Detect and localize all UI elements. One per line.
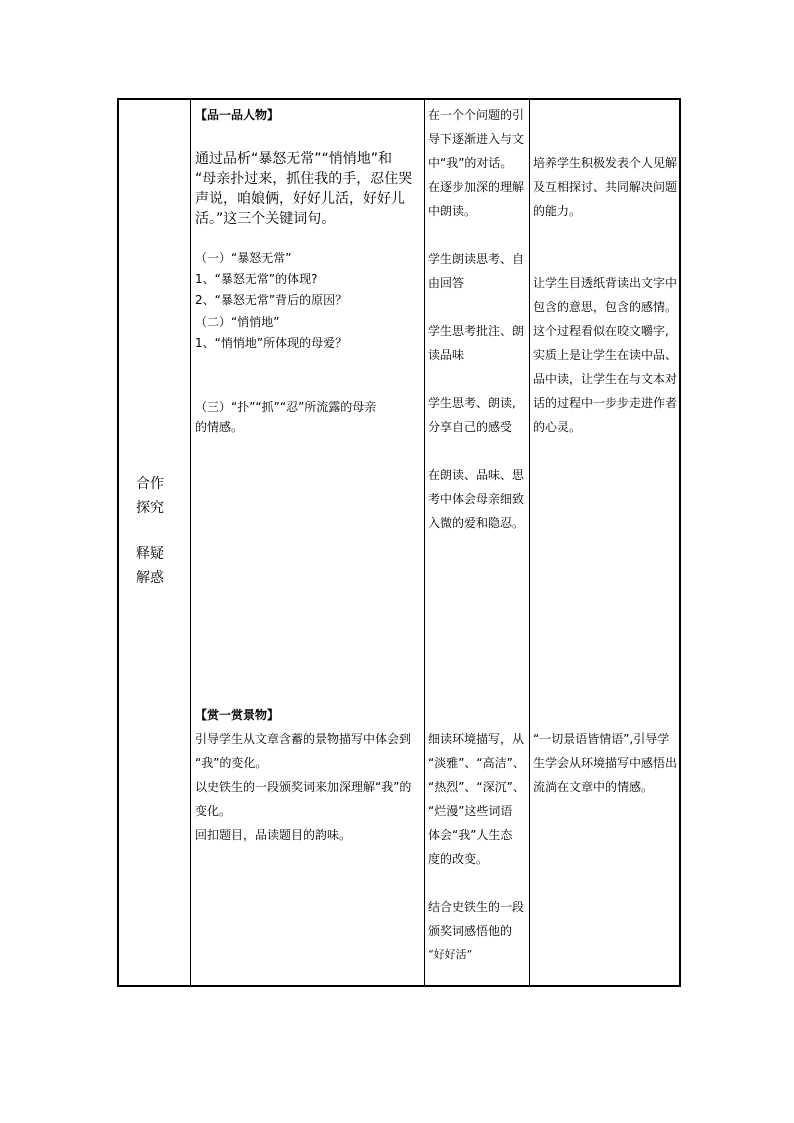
section-intro-line: 活。”这三个关键词句。 [195, 211, 336, 227]
section-intro-line: 声说，咱娘俩，好好儿活，好好儿 [195, 191, 405, 207]
student-activity-line: “淡雅”、“高洁”、 [428, 756, 525, 770]
section-line: 变化。 [195, 804, 232, 818]
question-point: （二）“悄悄地” [195, 315, 280, 329]
section-line: “我”的变化。 [195, 756, 268, 770]
design-intent-line: 话的过程中一步步走进作者 [533, 396, 678, 410]
student-activity-line: 体会“我”人生态 [428, 828, 513, 842]
section-heading: 【赏一赏景物】 [195, 708, 280, 722]
design-intent-line: 生学会从环境描写中感悟出 [533, 756, 678, 770]
design-intent-line: 这个过程看似在咬文嚼字, [533, 324, 669, 338]
column-divider [190, 100, 191, 985]
section-line: 回扣题目，品读题目的韵味。 [195, 828, 352, 842]
student-activity-line: “热烈”、“深沉”、 [428, 780, 525, 794]
lesson-table [117, 98, 681, 987]
student-activity-line: 在朗读、品味、思 [428, 468, 525, 482]
student-activity-line: 中朗读。 [428, 204, 477, 218]
question-point: 2、“暴怒无常”背后的原因？ [195, 293, 348, 307]
student-activity-line: “烂漫”这些词语 [428, 804, 513, 818]
question-point: 1、“暴怒无常”的体现? [195, 272, 318, 286]
student-activity-line: 中“我”的对话。 [428, 156, 513, 170]
question-point: （三）“扑”“抓”“忍”所流露的母亲 [195, 400, 377, 414]
column-divider [529, 100, 530, 985]
student-activity-line: 读品味 [428, 348, 465, 362]
section-line: 以史铁生的一段颁奖词来加深理解“我”的 [195, 780, 412, 794]
design-intent-line: 的能力。 [533, 204, 582, 218]
design-intent-line: 品中读，让学生在与文本对 [533, 372, 678, 386]
student-activity-line: 在逐步加深的理解 [428, 180, 525, 194]
question-point: （一）“暴怒无常” [195, 251, 292, 265]
category-label-line: 解惑 [136, 570, 164, 586]
section-intro-line: “母亲扑过来，抓住我的手，忍住哭 [195, 171, 413, 187]
section-intro-line: 通过品析“暴怒无常”“悄悄地”和 [195, 151, 393, 167]
design-intent-line: 的心灵。 [533, 420, 582, 434]
column-divider [424, 100, 425, 985]
design-intent-line: “一切景语皆情语”,引导学 [533, 732, 670, 746]
student-activity-line: 入微的爱和隐忍。 [428, 516, 525, 530]
category-label-line: 释疑 [136, 546, 164, 562]
design-intent-line: 实质上是让学生在读中品、 [533, 348, 678, 362]
student-activity-line: 结合史铁生的一段 [428, 900, 525, 914]
design-intent-line: 让学生目透纸背读出文字中 [533, 276, 678, 290]
student-activity-line: 细读环境描写，从 [428, 732, 525, 746]
category-label-line: 探究 [136, 500, 164, 516]
question-point: 的情感。 [195, 420, 244, 434]
section-line: 引导学生从文章含蓄的景物描写中体会到 [195, 732, 412, 746]
student-activity-line: 分享自己的感受 [428, 420, 513, 434]
category-label-line: 合作 [136, 476, 164, 492]
student-activity-line: 学生朗读思考、自 [428, 252, 525, 266]
question-point: 1、“悄悄地”所体现的母爱？ [195, 336, 348, 350]
student-activity-line: 学生思考批注、朗 [428, 324, 525, 338]
design-intent-line: 培养学生积极发表个人见解 [533, 156, 678, 170]
student-activity-line: 由回答 [428, 276, 465, 290]
section-heading: 【品一品人物】 [195, 108, 280, 122]
student-activity-line: 考中体会母亲细致 [428, 492, 525, 506]
design-intent-line: 包含的意思，包含的感情。 [533, 300, 678, 314]
student-activity-line: 导下逐渐进入与文 [428, 132, 525, 146]
design-intent-line: 流淌在文章中的情感。 [533, 780, 654, 794]
student-activity-line: “好好活” [428, 948, 473, 961]
student-activity-line: 在一个个问题的引 [428, 108, 525, 122]
student-activity-line: 学生思考、朗读, [428, 396, 516, 410]
student-activity-line: 度的改变。 [428, 852, 489, 866]
design-intent-line: 及互相探讨、共同解决问题 [533, 180, 678, 194]
student-activity-line: 颁奖词感悟他的 [428, 924, 513, 938]
